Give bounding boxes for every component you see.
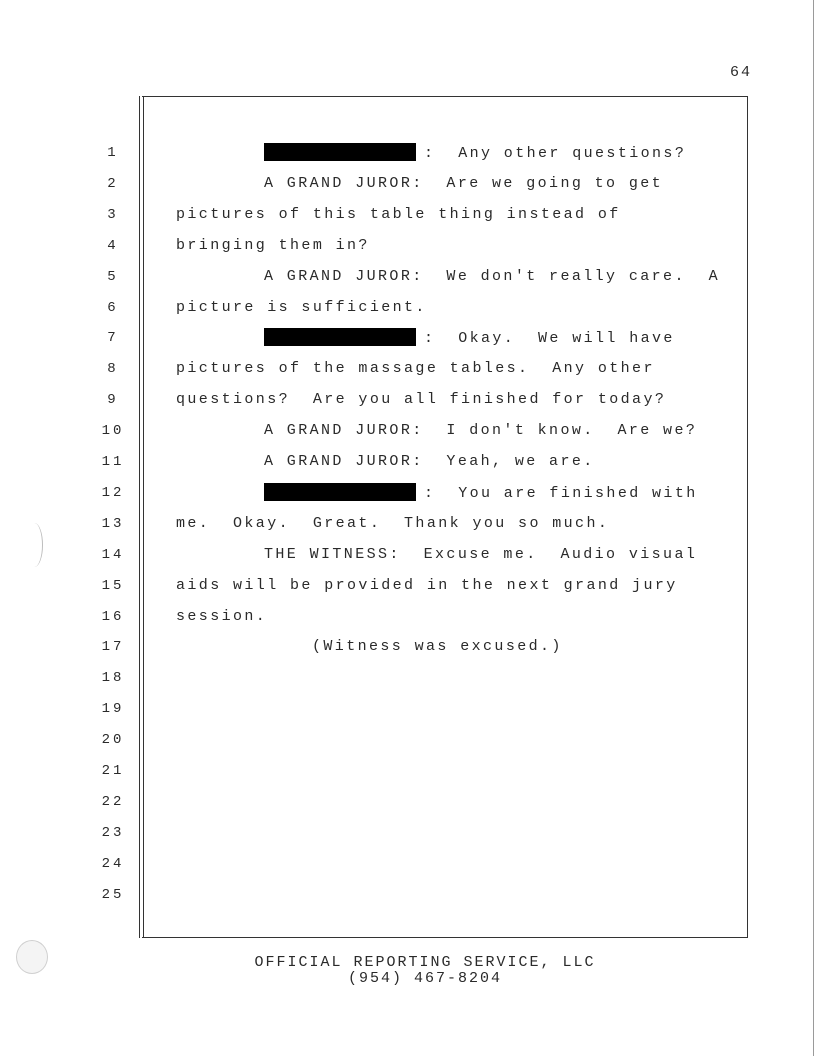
line-number: 21 bbox=[101, 763, 125, 779]
line-number: 12 bbox=[101, 484, 125, 501]
transcript-line-text: : You are finished with bbox=[424, 484, 698, 502]
line-number: 23 bbox=[101, 824, 125, 841]
transcript-line-text: me. Okay. Great. Thank you so much. bbox=[176, 514, 610, 532]
transcript-line-text: THE WITNESS: Excuse me. Audio visual bbox=[264, 545, 698, 563]
transcript-line-text: A GRAND JUROR: We don't really care. A bbox=[264, 267, 721, 285]
line-number: 1 bbox=[107, 145, 119, 161]
transcript-line-text: A GRAND JUROR: I don't know. Are we? bbox=[264, 422, 698, 440]
transcript-line bbox=[176, 607, 741, 627]
transcript-line bbox=[176, 668, 741, 688]
transcript-line bbox=[176, 854, 741, 874]
transcript-line-text: aids will be provided in the next grand jury bbox=[176, 576, 678, 594]
transcript-line-text: bringing them in? bbox=[176, 236, 370, 254]
transcript-line-text: pictures of the massage tables. Any other bbox=[176, 360, 655, 378]
transcript-line-text: A GRAND JUROR: Are we going to get bbox=[264, 174, 664, 192]
page-edge bbox=[813, 0, 814, 1056]
transcript-line bbox=[176, 545, 741, 565]
transcript-line-text: A GRAND JUROR: Yeah, we are. bbox=[264, 453, 595, 470]
line-number: 3 bbox=[107, 206, 119, 223]
hole-punch-mark bbox=[16, 940, 48, 974]
hole-punch-mark bbox=[26, 523, 43, 567]
transcript-line bbox=[176, 236, 741, 256]
margin-rule bbox=[139, 96, 144, 938]
line-number: 19 bbox=[101, 701, 125, 718]
line-number: 7 bbox=[107, 330, 119, 347]
redaction-bar bbox=[264, 328, 416, 346]
transcript-line bbox=[176, 576, 741, 596]
redaction-bar bbox=[264, 143, 416, 161]
line-number: 15 bbox=[101, 577, 125, 594]
line-number: 17 bbox=[101, 639, 125, 656]
line-number: 20 bbox=[101, 732, 125, 749]
transcript-line bbox=[176, 761, 741, 781]
transcript-line bbox=[176, 823, 741, 843]
transcript-line bbox=[176, 452, 741, 472]
line-number: 13 bbox=[101, 515, 125, 532]
line-number: 6 bbox=[107, 299, 119, 316]
transcript-line-text: pictures of this table thing instead of bbox=[176, 205, 621, 223]
transcript-line bbox=[176, 730, 741, 750]
line-number: 22 bbox=[101, 793, 125, 810]
line-number: 10 bbox=[101, 423, 125, 440]
transcript-line-text: questions? Are you all finished for today? bbox=[176, 391, 667, 409]
transcript-line bbox=[176, 174, 741, 194]
line-number: 14 bbox=[101, 546, 125, 563]
transcript-line bbox=[176, 637, 741, 657]
transcript-line bbox=[176, 421, 741, 441]
transcript-line bbox=[176, 298, 741, 318]
transcript-line bbox=[176, 328, 741, 348]
line-number: 8 bbox=[107, 361, 119, 378]
transcript-line bbox=[176, 205, 741, 225]
redaction-bar bbox=[264, 483, 416, 501]
transcript-line-text: session. bbox=[176, 607, 268, 625]
page-number: 64 bbox=[729, 64, 752, 81]
footer bbox=[200, 955, 650, 987]
transcript-line-text: : Any other questions? bbox=[424, 145, 687, 162]
footer-company: OFFICIAL REPORTING SERVICE, LLC bbox=[254, 954, 596, 971]
transcript-line bbox=[176, 359, 741, 379]
transcript-line-text: : Okay. We will have bbox=[424, 330, 675, 348]
line-number: 25 bbox=[101, 886, 125, 903]
line-number: 16 bbox=[101, 608, 125, 625]
transcript-line-text: (Witness was excused.) bbox=[312, 638, 563, 656]
transcript-line bbox=[176, 885, 741, 905]
line-number: 2 bbox=[107, 175, 119, 192]
line-number: 9 bbox=[107, 392, 119, 409]
footer-phone: (954) 467-8204 bbox=[347, 970, 503, 987]
line-number: 18 bbox=[101, 670, 125, 687]
line-number: 24 bbox=[101, 855, 125, 872]
transcript-line bbox=[176, 390, 741, 410]
line-number: 4 bbox=[107, 237, 119, 254]
line-number: 11 bbox=[101, 454, 125, 470]
transcript-line bbox=[176, 699, 741, 719]
transcript-line bbox=[176, 483, 741, 503]
line-number: 5 bbox=[107, 268, 119, 285]
transcript-line-text: picture is sufficient. bbox=[176, 298, 427, 316]
transcript-line bbox=[176, 792, 741, 812]
transcript-line bbox=[176, 514, 741, 534]
transcript-line bbox=[176, 267, 741, 287]
transcript-line bbox=[176, 143, 741, 163]
